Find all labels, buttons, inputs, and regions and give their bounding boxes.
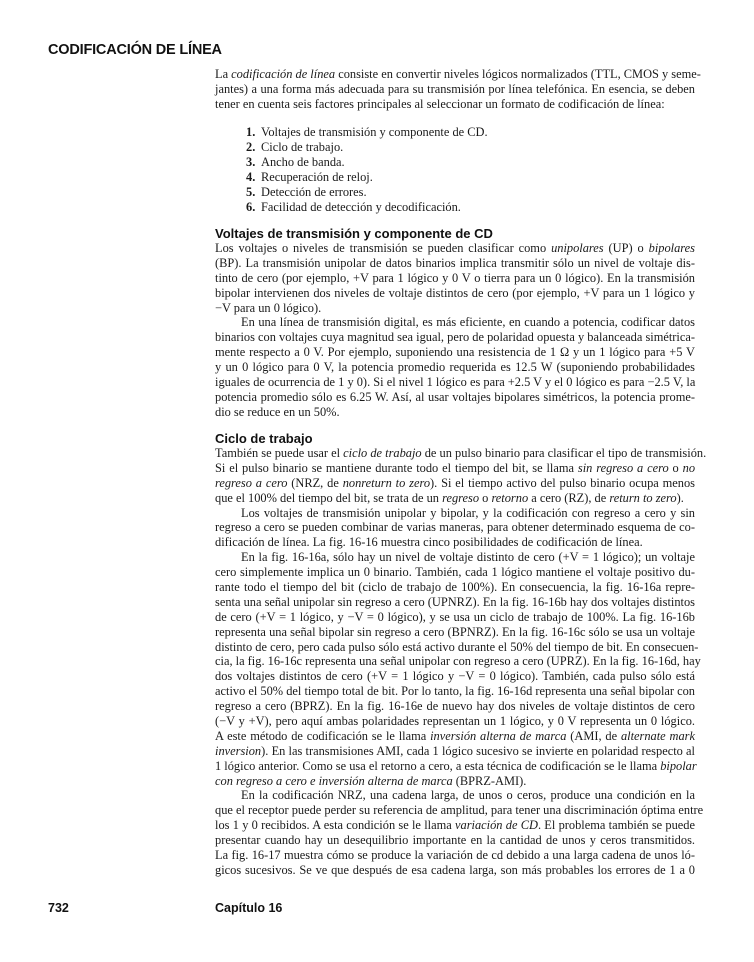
text-run: cia, la fig. 16-16c representa una señal unipolar con regreso a cero (UPRZ). En la fig. 16-16d, hay: [215, 654, 701, 669]
text-run: −V para un 0 lógico).: [215, 300, 322, 315]
text-run: (NRZ, de: [287, 475, 343, 490]
list-item: [246, 185, 488, 200]
paragraph: [215, 315, 695, 419]
text-run: . El problema también se puede: [537, 818, 695, 833]
intro-line: jantes) a una forma más adecuada para su transmisión por línea telefónica. En esencia, se deben: [215, 81, 695, 96]
emphasis-term: ciclo de trabajo: [343, 446, 422, 460]
factors-list: [246, 125, 488, 214]
text-run: Los voltajes de transmisión unipolar y bipolar, y la codificación con regreso a cero y sin: [241, 505, 695, 520]
list-item: [246, 200, 488, 215]
text-run: los 1 y 0 recibidos. A esta condición se le llama: [215, 818, 455, 833]
text-run: Los voltajes o niveles de transmisión se pueden clasificar como: [215, 241, 552, 255]
text-line: [215, 684, 695, 699]
text-line: [215, 345, 695, 360]
emphasis-term: regreso: [442, 490, 480, 505]
text-line: [215, 744, 695, 759]
intro-line: [215, 67, 701, 82]
text-line: [215, 535, 695, 550]
section-ciclo: [215, 431, 707, 878]
emphasis-term: nonreturn to zero: [342, 475, 431, 490]
text-line: [215, 803, 704, 818]
emphasis-term: retorno: [491, 490, 529, 505]
paragraph: [215, 506, 695, 551]
text-run: regreso a cero se pueden combinar de varias maneras, para obtener determinado esquema de co-: [215, 520, 695, 535]
text-run: binarios con voltajes cuya magnitud sea igual, pero de polaridad opuesta y balanceada simétrica-: [215, 330, 695, 345]
emphasis-term: sin regreso a cero: [577, 460, 669, 475]
text-run: representa una señal bipolar sin regreso a cero (BPNRZ). En la fig. 16-16c sólo se usa un voltaje: [215, 624, 695, 639]
text-run: (−V y +V), pero aquí ambas polaridades representan un 1 lógico, y 0 V representa un 0 lógico.: [215, 714, 695, 729]
emphasis-term: regreso a cero: [215, 475, 288, 490]
text-run: de cero (+V = 1 lógico, y −V = 0 lógico), y se usa un ciclo de trabajo de 100%. La fig. 16-16b: [215, 609, 695, 624]
text-run: (BPRZ-AMI).: [452, 773, 527, 788]
page-number: 732: [48, 901, 69, 915]
text-line: [215, 520, 695, 535]
text-line: [215, 315, 695, 330]
text-line: [215, 375, 695, 390]
text-run: Si el pulso binario se mantiene durante todo el tiempo del bit, se llama: [215, 460, 578, 475]
section-title: CODIFICACIÓN DE LÍNEA: [48, 42, 222, 58]
list-text: Facilidad de detección y decodificación.: [261, 199, 461, 214]
text-run: que el 100% del tiempo del bit, se trata de un: [215, 490, 443, 505]
list-item: [246, 140, 488, 155]
text-line: [215, 848, 695, 863]
emphasis-term: no: [682, 460, 696, 475]
list-item: [246, 170, 488, 185]
text-line: [215, 759, 695, 774]
list-number: 1.: [246, 125, 256, 139]
list-item: [246, 155, 488, 170]
text-run: rante todo el tiempo del bit (ciclo de trabajo de 100%). En consecuencia, la fig. 16-16a repre-: [215, 580, 695, 595]
text-line: [215, 863, 695, 878]
emphasis-term: variación de CD: [455, 818, 538, 833]
emphasis-term: bipolar: [660, 758, 697, 773]
text-line: [215, 580, 695, 595]
text-line: [215, 286, 695, 301]
running-footer-chapter: Capítulo 16: [215, 901, 283, 915]
text-line: [215, 595, 695, 610]
emphasis-term: bipolares: [648, 241, 695, 255]
emphasis-term: return to zero: [609, 490, 677, 505]
text-run: y un 0 lógico para 0 V, la potencia promedio requerida es 12.5 W (suponiendo probabilidades: [215, 360, 695, 375]
text-line: [215, 625, 695, 640]
text-line: [215, 301, 695, 316]
list-text: Voltajes de transmisión y componente de CD.: [261, 125, 488, 139]
text-line: [215, 714, 695, 729]
text-run: dos voltajes distintos de cero (+V = 1 lógico y −V = 0 lógico). También, cada pulso sólo está: [215, 669, 695, 684]
text-run: de un pulso binario para clasificar el tipo de transmisión.: [421, 446, 707, 460]
list-item: [246, 125, 488, 140]
text-line: [215, 639, 699, 655]
emphasis-term: unipolares: [551, 241, 604, 255]
text-run: (AMI, de: [566, 728, 621, 743]
text-run: La fig. 16-17 muestra cómo se produce la variación de cd debido a una larga cadena de unos ló-: [215, 848, 695, 863]
paragraph: [215, 788, 704, 877]
text-line: [215, 506, 695, 521]
section-voltajes: [215, 226, 695, 420]
text-line: [215, 818, 695, 833]
list-number: 4.: [246, 169, 256, 184]
text-line: [215, 446, 707, 461]
list-text: Detección de errores.: [261, 184, 367, 199]
list-number: 6.: [246, 199, 256, 214]
text-line: [215, 241, 695, 256]
text-run: tinto de cero (por ejemplo, +V para 1 lógico y 0 V o tierra para un 0 lógico). En la transmisión: [215, 270, 695, 285]
text-line: [215, 565, 695, 580]
text-line: [215, 360, 695, 375]
text-run: La: [215, 67, 232, 81]
text-run: También se puede usar el: [215, 446, 344, 460]
text-run: dio se reduce en un 50%.: [215, 404, 340, 419]
emphasis-term: inversión alterna de marca: [430, 728, 567, 743]
text-line: [215, 405, 695, 420]
text-run: cero simplemente implica un 0 binario. También, cada 1 lógico mantiene el voltaje positivo du-: [215, 565, 695, 580]
emphasis-term: inversion: [215, 743, 262, 758]
list-number: 5.: [246, 184, 256, 199]
text-run: presentar cuando hay un desequilibrio importante en la cantidad de unos y ceros transmitidos.: [215, 833, 695, 848]
text-line: [215, 461, 695, 476]
text-line: [215, 550, 695, 565]
text-run: En una línea de transmisión digital, es más eficiente, en cuando a potencia, codificar datos: [241, 315, 695, 330]
list-text: Ancho de banda.: [261, 154, 345, 169]
text-line: [215, 330, 695, 345]
text-run: En la fig. 16-16a, sólo hay un nivel de voltaje distinto de cero (+V = 1 lógico); un voltaje: [241, 550, 695, 565]
list-number: 3.: [246, 154, 256, 169]
text-line: [215, 271, 695, 286]
intro-paragraph: [215, 67, 701, 112]
text-run: gicos sucesivos. Se ve que después de esa cadena larga, son más probables los errores de 1 a 0: [215, 862, 695, 877]
emphasis-term: alternate mark: [620, 728, 695, 743]
text-run: bipolar intervienen dos niveles de voltaje distintos de cero (por ejemplo, +V para un 1 lógico y: [215, 285, 695, 300]
text-run: senta una señal unipolar sin regreso a cero (UPNRZ). En la fig. 16-16b hay dos voltajes distintos: [215, 594, 695, 609]
text-run: ). Si el tiempo activo del pulso binario ocupa menos: [430, 475, 695, 490]
list-number: 2.: [246, 139, 256, 154]
text-run: regreso a cero (BPRZ). En la fig. 16-16e de nuevo hay dos niveles de voltaje distintos de cero: [215, 699, 695, 714]
text-line: [215, 788, 695, 803]
text-run: (BP). La transmisión unipolar de datos binarios implica transmitir sólo un nivel de voltaje dis-: [215, 255, 695, 270]
text-line: [215, 390, 695, 405]
text-run: A este método de codificación se le llama: [215, 728, 431, 743]
text-run: (UP) o: [603, 241, 649, 255]
text-run: dificación de línea. La fig. 16-16 muestra cinco posibilidades de codificación de línea.: [215, 535, 643, 550]
text-run: ).: [676, 490, 684, 505]
text-run: consiste en convertir niveles lógicos normalizados (TTL, CMOS y seme-: [335, 67, 701, 81]
text-run: o: [479, 490, 492, 505]
text-line: [215, 669, 695, 684]
emphasis-term: codificación de línea: [231, 67, 336, 81]
section-heading: Ciclo de trabajo: [215, 431, 313, 446]
list-text: Ciclo de trabajo.: [261, 139, 344, 154]
text-run: 1 lógico anterior. Como se usa el retorno a cero, a esta técnica de codificación se le llama: [215, 758, 661, 773]
text-line: [215, 729, 695, 744]
text-run: ). En las transmisiones AMI, cada 1 lógico sucesivo se invierte en polaridad respecto al: [261, 743, 695, 758]
section-heading: Voltajes de transmisión y componente de CD: [215, 226, 493, 241]
text-line: [215, 774, 695, 789]
text-run: o: [668, 460, 683, 475]
text-run: a cero (RZ), de: [528, 490, 610, 505]
text-run: activo el 50% del tiempo total de bit. Por lo tanto, la fig. 16-16d representa una señal bipolar con: [215, 684, 696, 699]
paragraph: [215, 446, 707, 506]
text-run: que el receptor puede perder su referencia de amplitud, para tener una discriminación óptima entre: [215, 803, 704, 818]
intro-line: tener en cuenta seis factores principales al seleccionar un formato de codificación de línea:: [215, 96, 665, 111]
text-run: En la codificación NRZ, una cadena larga, de unos o ceros, produce una condición en la: [241, 788, 695, 803]
text-run: distinto de cero, pero cada pulso sólo está activo durante el 50% del tiempo de bit. En consecuen-: [215, 639, 699, 654]
text-line: [215, 654, 701, 669]
paragraph: [215, 241, 695, 315]
text-line: [215, 699, 695, 714]
text-run: iguales de ocurrencia de 1 y 0). Si el nivel 1 lógico es para +2.5 V y el 0 lógico es para −2.5 V, la: [215, 375, 696, 390]
text-line: [215, 256, 695, 271]
text-line: [215, 491, 695, 506]
list-text: Recuperación de reloj.: [261, 169, 373, 184]
text-run: mente respecto a 0 V. Por ejemplo, suponiendo una resistencia de 1 Ω y un 1 lógico para +5 V: [215, 345, 695, 360]
emphasis-term: con regreso a cero e inversión alterna de marca: [215, 773, 453, 788]
text-line: [215, 833, 695, 848]
text-line: [215, 476, 695, 491]
paragraph: [215, 550, 701, 788]
text-run: potencia promedio sólo es 6.25 W. Así, al usar voltajes bipolares simétricos, la potencia prome-: [215, 389, 695, 404]
text-line: [215, 610, 695, 625]
